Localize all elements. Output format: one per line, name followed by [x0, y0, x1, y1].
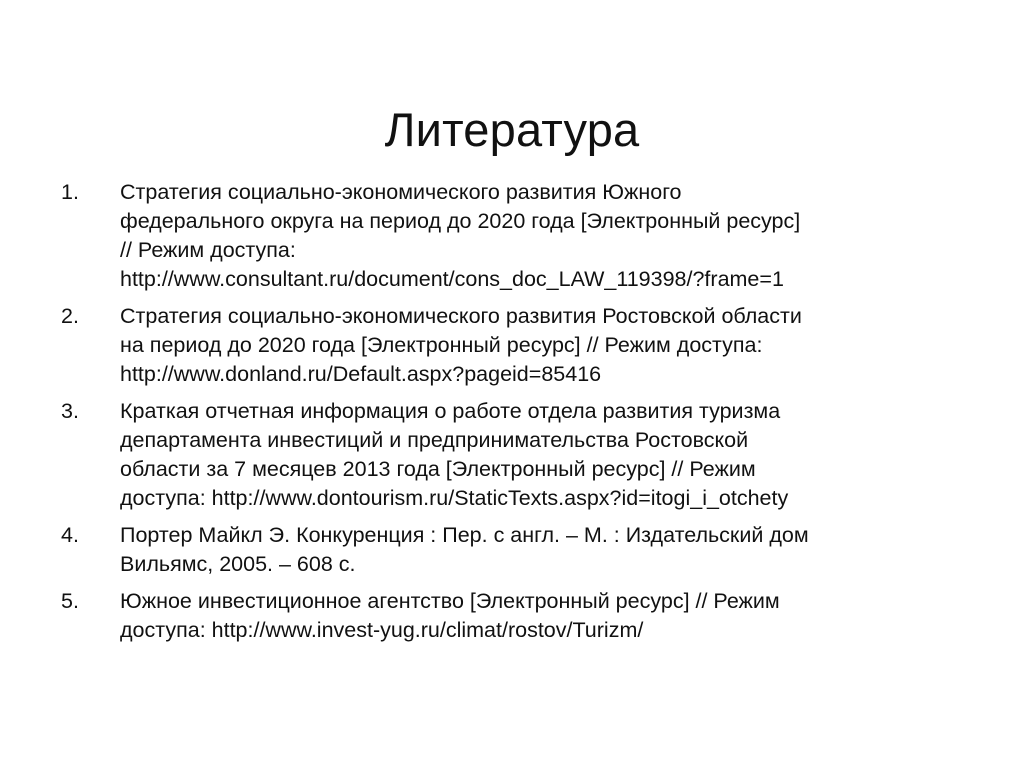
references-list	[61, 178, 981, 653]
reference-3-url-line: доступа: http://www.dontourism.ru/StaticTexts.aspx?id=itogi_i_otchety	[120, 486, 789, 510]
reference-number-1: 1.	[61, 180, 79, 204]
reference-item-5	[61, 587, 981, 645]
reference-number-5: 5.	[61, 589, 79, 613]
reference-4-line-1: Портер Майкл Э. Конкуренция : Пер. с англ. – М. : Издательский дом	[120, 523, 809, 547]
reference-2-url-line: http://www.donland.ru/Default.aspx?pageid=85416	[120, 362, 602, 386]
reference-3-line-1: Краткая отчетная информация о работе отдела развития туризма	[120, 399, 781, 423]
reference-number-4: 4.	[61, 523, 79, 547]
reference-1-line-2: федерального округа на период до 2020 года [Электронный ресурс]	[120, 209, 801, 233]
reference-item-4	[61, 521, 981, 579]
reference-4-line-2: Вильямс, 2005. – 608 с.	[120, 552, 356, 576]
reference-1-line-1: Стратегия социально-экономического развития Южного	[120, 180, 682, 204]
reference-3-line-3: области за 7 месяцев 2013 года [Электронный ресурс] // Режим	[120, 457, 756, 481]
reference-1-url-line: http://www.consultant.ru/document/cons_doc_LAW_119398/?frame=1	[120, 267, 784, 291]
slide-title: Литература	[384, 103, 640, 157]
reference-1-line-3: // Режим доступа:	[120, 238, 296, 262]
reference-2-line-2: на период до 2020 года [Электронный ресурс] // Режим доступа:	[120, 333, 763, 357]
reference-5-line-1: Южное инвестиционное агентство [Электронный ресурс] // Режим	[120, 589, 780, 613]
reference-5-url-line: доступа: http://www.invest-yug.ru/climat/rostov/Turizm/	[120, 618, 644, 642]
reference-item-3	[61, 397, 981, 513]
reference-2-line-1: Стратегия социально-экономического развития Ростовской области	[120, 304, 802, 328]
reference-number-2: 2.	[61, 304, 79, 328]
reference-3-line-2: департамента инвестиций и предпринимательства Ростовской	[120, 428, 749, 452]
reference-item-1	[61, 178, 981, 294]
reference-number-3: 3.	[61, 399, 79, 423]
reference-item-2	[61, 302, 981, 389]
